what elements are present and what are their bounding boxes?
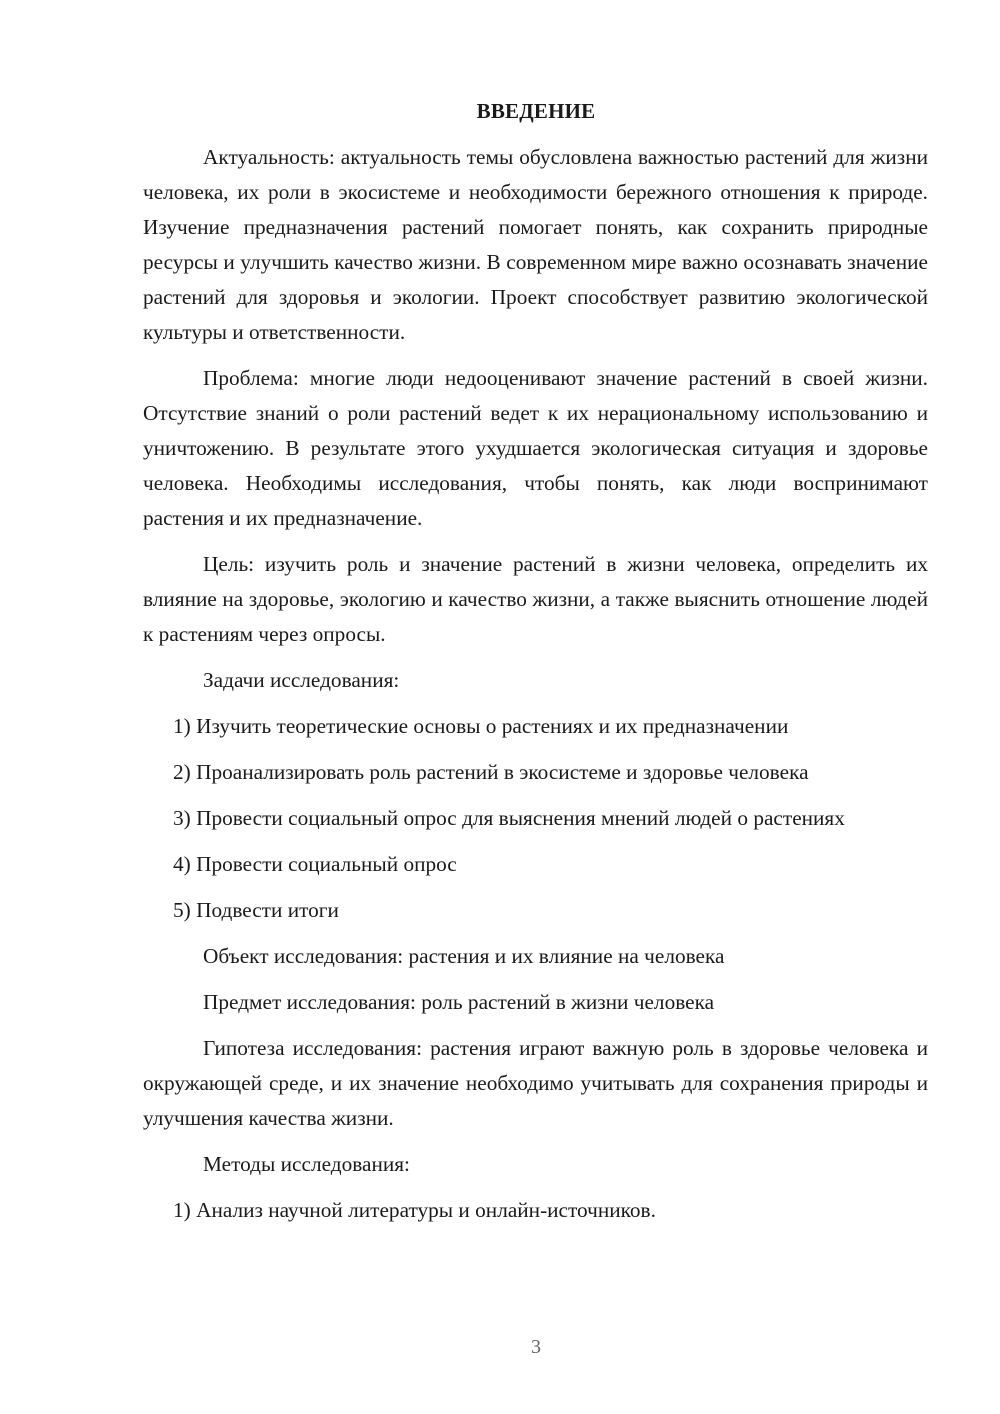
paragraph: Цель: изучить роль и значение растений в жизни человека, определить их влияние на здоровье, экологию и качество жизни, а также выяснить отношение людей к растениям через опросы. [143,552,928,646]
document-body [143,140,928,1239]
paragraph: Гипотеза исследования: растения играют важную роль в здоровье человека и окружающей среде, и их значение необходимо учитывать для сохранения природы и улучшения качества жизни. [143,1036,928,1130]
section-title: ВВЕДЕНИЕ [476,99,596,123]
list-item: 2) Проанализировать роль растений в экосистеме и здоровье человека [173,760,809,784]
paragraph: Методы исследования: [203,1152,410,1176]
list-item: 5) Подвести итоги [173,898,339,922]
list-item: 1) Анализ научной литературы и онлайн-источников. [173,1198,656,1222]
list-item: 1) Изучить теоретические основы о растениях и их предназначении [173,714,789,738]
page-number: 3 [531,1336,541,1358]
paragraph: Задачи исследования: [203,668,400,692]
paragraph: Проблема: многие люди недооценивают значение растений в своей жизни. Отсутствие знаний о роли растений ведет к их нерациональному использованию и уничтожению. В результате этого ухудшается экологическая ситуация и здоровье человека. Необходимы исследования, чтобы понять, как люди воспринимают растения и их предназначение. [143,366,928,530]
list-item: 4) Провести социальный опрос [173,852,457,876]
paragraph: Предмет исследования: роль растений в жизни человека [203,990,715,1014]
paragraph: Актуальность: актуальность темы обусловлена важностью растений для жизни человека, их роли в экосистеме и необходимости бережного отношения к природе. Изучение предназначения растений помогает понять, как сохранить природные ресурсы и улучшить качество жизни. В современном мире важно осознавать значение растений для здоровья и экологии. Проект способствует развитию экологической культуры и ответственности. [143,145,928,344]
list-item: 3) Провести социальный опрос для выяснения мнений людей о растениях [173,806,845,830]
paragraph: Объект исследования: растения и их влияние на человека [203,944,725,968]
